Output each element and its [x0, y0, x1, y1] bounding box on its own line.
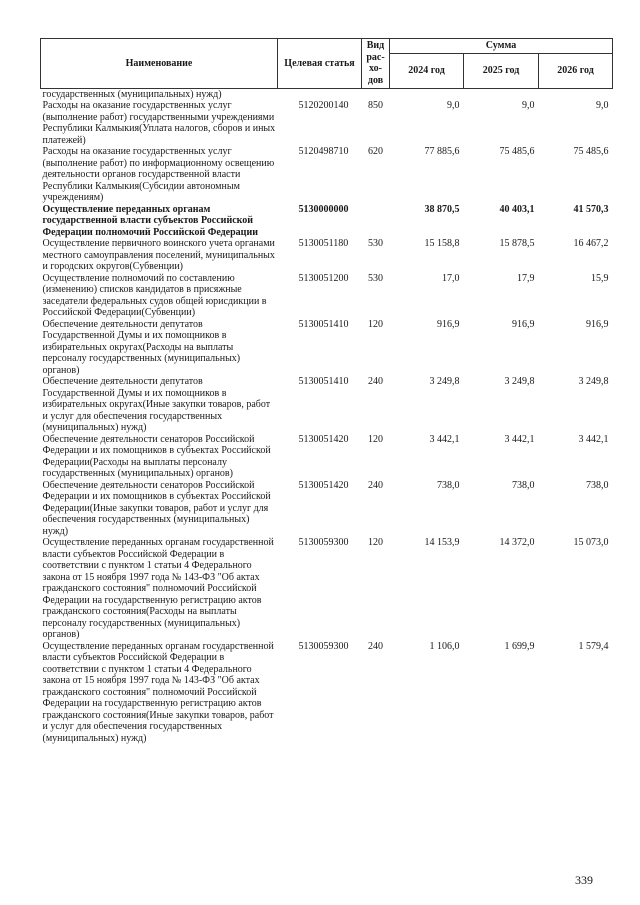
cell-vid: 850	[368, 100, 383, 111]
cell-v2026: 75 485,6	[573, 146, 609, 157]
cell-v2026: 3 442,1	[578, 433, 609, 445]
header-2025: 2025 год	[464, 53, 539, 88]
cell-v2025: 916,9	[512, 318, 535, 330]
cell-v2024: 14 153,9	[424, 537, 460, 548]
cell-code: 5130000000	[298, 203, 349, 215]
cell-v2024: 15 158,8	[424, 238, 460, 249]
cell-v2026: 15 073,0	[573, 537, 609, 548]
cell-v2025: 738,0	[512, 479, 535, 491]
cell-name: Расходы на оказание государственных услуг (выполнение работ) по информационному освещению деятельности органов государственной власти Республики Калмыкия(Субсидии автономным учреждениям)	[42, 146, 275, 203]
cell-v2025	[464, 88, 539, 100]
cell-code: 5130051200	[298, 272, 349, 284]
table-row	[41, 434, 613, 480]
cell-code: 5120200140	[298, 100, 349, 111]
cell-v2025: 9,0	[522, 100, 535, 111]
cell-code: 5130051420	[298, 479, 349, 491]
cell-v2026: 916,9	[586, 318, 609, 330]
cell-v2026: 738,0	[586, 479, 609, 491]
cell-v2024: 916,9	[437, 318, 460, 330]
cell-v2025: 40 403,1	[499, 203, 535, 215]
cell-code: 5130051180	[298, 238, 349, 249]
cell-code: 5130059300	[298, 537, 349, 548]
cell-v2025: 3 249,8	[504, 376, 535, 387]
page-number: 339	[575, 873, 593, 887]
cell-name: Осуществление переданных органам государственной власти субъектов Российской Федерации в соответствии с пунктом 1 статьи 4 Федерального закона от 15 ноября 1997 года № 143-ФЗ "Об актах гражданского состояния" полномочий Российской Федерации на государственную регистрацию актов гражданского состояния(Иные закупки товаров, работ и услуг для обеспечения государственных (муниципальных) нужд)	[42, 640, 274, 744]
table-row	[41, 100, 613, 146]
header-name: Наименование	[41, 39, 278, 89]
cell-name: Обеспечение деятельности депутатов Государственной Думы и их помощников в избирательных округах(Расходы на выплаты персоналу государственных (муниципальных) органов)	[42, 318, 241, 376]
table-row	[41, 480, 613, 538]
table-body	[41, 88, 613, 744]
cell-name: Обеспечение деятельности сенаторов Российской Федерации и их помощников в субъектах Российской Федерации(Иные закупки товаров, работ и услуг для обеспечения государственных (муниципальных) нужд)	[42, 479, 271, 537]
header-2024: 2024 год	[390, 53, 464, 88]
cell-name: Обеспечение деятельности депутатов Государственной Думы и их помощников в избирательных округах(Иные закупки товаров, работ и услуг для обеспечения государственных (муниципальных) нужд)	[42, 376, 271, 433]
cell-code: 5130051410	[298, 376, 349, 387]
cell-code: 5130051410	[298, 318, 349, 330]
budget-table	[40, 38, 613, 744]
cell-vid: 530	[368, 272, 383, 284]
table-row	[41, 376, 613, 434]
cell-code	[278, 88, 362, 100]
cell-vid: 120	[368, 537, 383, 548]
cell-v2024: 3 442,1	[429, 433, 460, 445]
cell-v2025: 75 485,6	[499, 146, 535, 157]
header-code: Целевая статья	[278, 39, 362, 89]
cell-v2025: 15 878,5	[499, 238, 535, 249]
table-row	[41, 238, 613, 273]
cell-v2024: 1 106,0	[429, 640, 460, 652]
cell-v2024: 38 870,5	[424, 203, 460, 215]
cell-v2024: 738,0	[437, 479, 460, 491]
cell-v2025: 14 372,0	[499, 537, 535, 548]
cell-v2025: 3 442,1	[504, 433, 535, 445]
cell-v2026: 16 467,2	[573, 238, 609, 249]
cell-v2024: 9,0	[447, 100, 460, 111]
cell-name: Расходы на оказание государственных услуг (выполнение работ) государственными учреждениями Республики Калмыкия(Уплата налогов, сборов и иных платежей)	[42, 100, 276, 146]
cell-code: 5130059300	[298, 640, 349, 652]
cell-vid: 120	[368, 318, 383, 330]
cell-vid: 240	[368, 640, 383, 652]
cell-vid	[362, 88, 390, 100]
header-vid: Вид рас-хо-дов	[362, 39, 390, 89]
cell-vid: 120	[368, 433, 383, 445]
table-row	[41, 537, 613, 641]
header-2026: 2026 год	[539, 53, 613, 88]
cell-v2024: 77 885,6	[424, 146, 460, 157]
table-row	[41, 146, 613, 204]
cell-v2026: 15,9	[591, 272, 609, 284]
cell-vid: 530	[368, 238, 383, 249]
cell-name: Осуществление полномочий по составлению (изменению) списков кандидатов в присяжные заседатели федеральных судов общей юрисдикции в Российской Федерации(Субвенции)	[42, 272, 267, 318]
table-row	[41, 204, 613, 239]
cell-v2026: 9,0	[596, 100, 609, 111]
table-row	[41, 641, 613, 745]
cell-v2026: 41 570,3	[573, 203, 609, 215]
cell-v2026: 3 249,8	[578, 376, 609, 387]
cell-name: государственных (муниципальных) нужд)	[42, 88, 222, 100]
cell-vid	[362, 204, 390, 239]
cell-code: 5130051420	[298, 433, 349, 445]
cell-vid: 240	[368, 376, 383, 387]
table-row	[41, 319, 613, 377]
cell-v2024	[390, 88, 464, 100]
cell-name: Осуществление первичного воинского учета органами местного самоуправления поселений, муниципальных и городских округов(Субвенции)	[42, 238, 275, 272]
cell-code: 5120498710	[298, 146, 349, 157]
cell-vid: 620	[368, 146, 383, 157]
cell-name: Осуществление переданных органам государственной власти субъектов Российской Федерации в соответствии с пунктом 1 статьи 4 Федерального закона от 15 ноября 1997 года № 143-ФЗ "Об актах гражданского состояния" полномочий Российской Федерации на государственную регистрацию актов гражданского состояния(Расходы на выплаты персоналу государственных (муниципальных) органов)	[42, 537, 274, 640]
cell-vid: 240	[368, 479, 383, 491]
table-row	[41, 88, 613, 100]
cell-v2024: 17,0	[442, 272, 460, 284]
cell-v2024: 3 249,8	[429, 376, 460, 387]
cell-v2025: 1 699,9	[504, 640, 535, 652]
cell-v2026	[539, 88, 613, 100]
cell-name: Осуществление переданных органам государственной власти субъектов Российской Федерации полномочий Российской Федерации	[42, 203, 258, 238]
table-row	[41, 273, 613, 319]
header-sum: Сумма	[390, 39, 613, 54]
cell-v2026: 1 579,4	[578, 640, 609, 652]
cell-name: Обеспечение деятельности сенаторов Российской Федерации и их помощников в субъектах Российской Федерации(Расходы на выплаты персоналу государственных (муниципальных) органов)	[42, 433, 271, 479]
cell-v2025: 17,9	[517, 272, 535, 284]
